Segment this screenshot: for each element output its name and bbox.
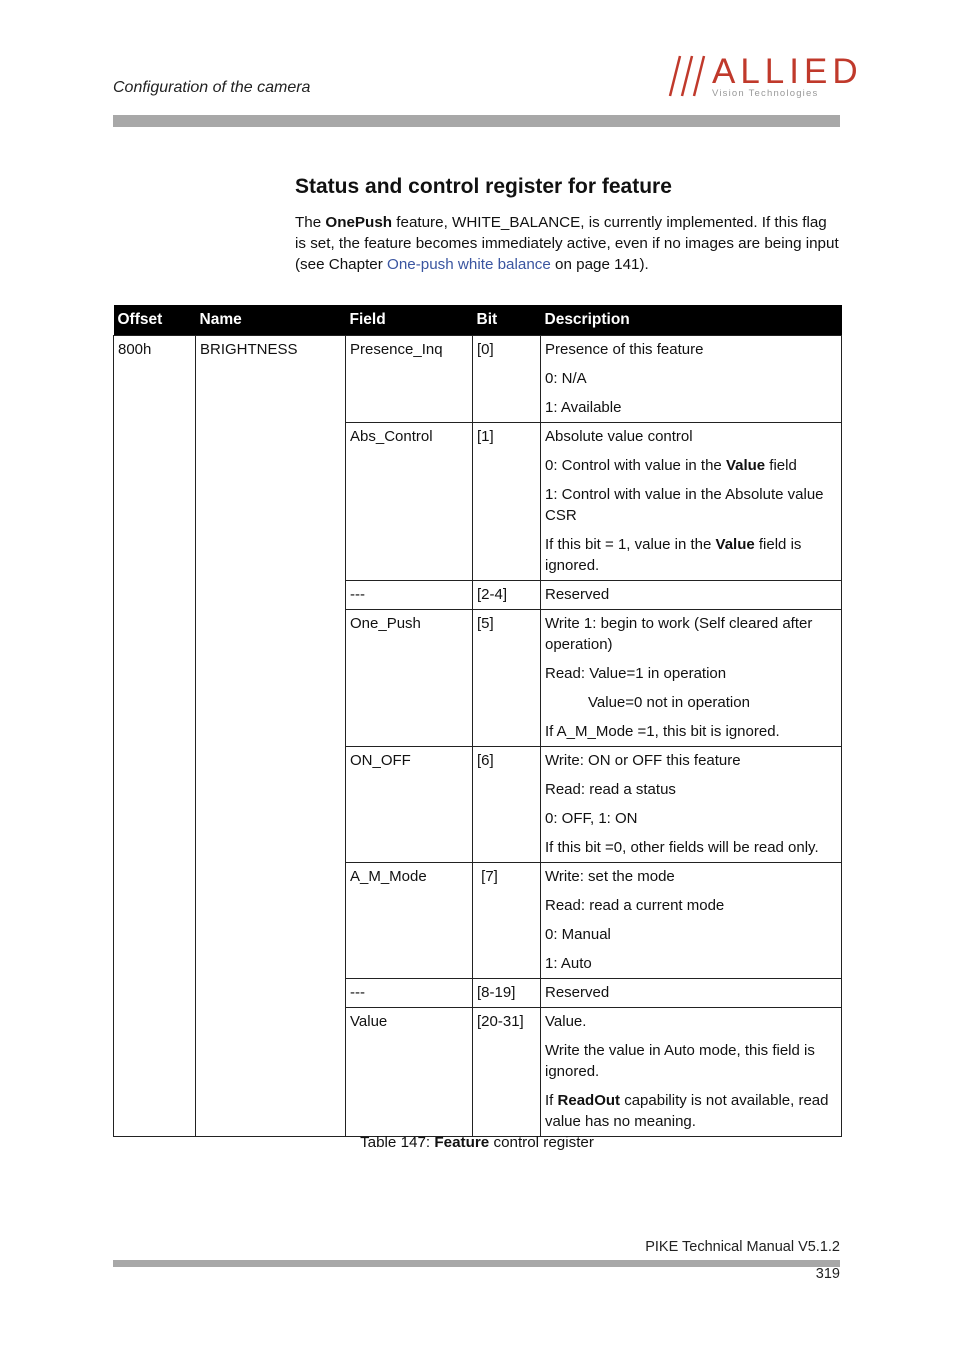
header-field: Field (346, 305, 473, 336)
header-description: Description (541, 305, 842, 336)
logo-subtitle: Vision Technologies (712, 88, 819, 99)
feature-control-register-table (113, 305, 842, 1137)
description-cell: Value. Write the value in Auto mode, this field is ignored. If ReadOut capability is not available, read value has no meaning. (541, 1008, 842, 1137)
field-cell: Abs_Control (346, 423, 473, 581)
field-cell: --- (346, 581, 473, 610)
field-cell: Value (346, 1008, 473, 1137)
footer-rule (113, 1260, 840, 1267)
footer-manual-title: PIKE Technical Manual V5.1.2 (645, 1239, 840, 1255)
header-offset: Offset (114, 305, 196, 336)
bit-cell: [8-19] (473, 979, 541, 1008)
allied-logo (668, 52, 863, 102)
description-cell: Reserved (541, 979, 842, 1008)
bit-cell: [0] (473, 336, 541, 423)
bit-cell: [1] (473, 423, 541, 581)
description-cell: Absolute value control 0: Control with value in the Value field 1: Control with value in the Absolute value CSR If this bit = 1, value in the Value field is ignored. (541, 423, 842, 581)
field-cell: ON_OFF (346, 747, 473, 863)
field-cell: --- (346, 979, 473, 1008)
bit-cell: [2-4] (473, 581, 541, 610)
one-push-link[interactable]: One-push white balance (387, 256, 551, 273)
description-cell: Write: set the mode Read: read a current mode 0: Manual 1: Auto (541, 863, 842, 979)
table-caption: Table 147: Feature control register (360, 1134, 594, 1151)
bit-cell: [7] (473, 863, 541, 979)
logo-word: ALLIED (712, 52, 863, 91)
onepush-term: OnePush (325, 214, 393, 231)
name-cell: BRIGHTNESS (196, 336, 346, 1137)
description-cell: Write 1: begin to work (Self cleared after operation) Read: Value=1 in operation Value=0 not in operation If A_M_Mode =1, this bit is ignored. (541, 610, 842, 747)
header-bit: Bit (473, 305, 541, 336)
description-cell: Write: ON or OFF this feature Read: read a status 0: OFF, 1: ON If this bit =0, other fields will be read only. (541, 747, 842, 863)
bit-cell: [6] (473, 747, 541, 863)
table-row (114, 336, 842, 423)
table-header-row (114, 305, 842, 336)
description-cell: Presence of this feature 0: N/A 1: Available (541, 336, 842, 423)
page-number: 319 (815, 1266, 840, 1282)
field-cell: A_M_Mode (346, 863, 473, 979)
running-header: Configuration of the camera (113, 79, 311, 96)
header-name: Name (196, 305, 346, 336)
header-rule (113, 115, 840, 127)
bit-cell: [5] (473, 610, 541, 747)
description-cell: Reserved (541, 581, 842, 610)
field-cell: Presence_Inq (346, 336, 473, 423)
intro-paragraph: The OnePush feature, WHITE_BALANCE, is currently implemented. If this flag is set, the feature becomes immediately active, even if no images are being input (see Chapter One-push white balance on page 141). (295, 214, 839, 273)
logo-slashes-icon (668, 54, 712, 98)
field-cell: One_Push (346, 610, 473, 747)
section-title: Status and control register for feature (295, 175, 672, 198)
offset-cell: 800h (114, 336, 196, 1137)
bit-cell: [20-31] (473, 1008, 541, 1137)
